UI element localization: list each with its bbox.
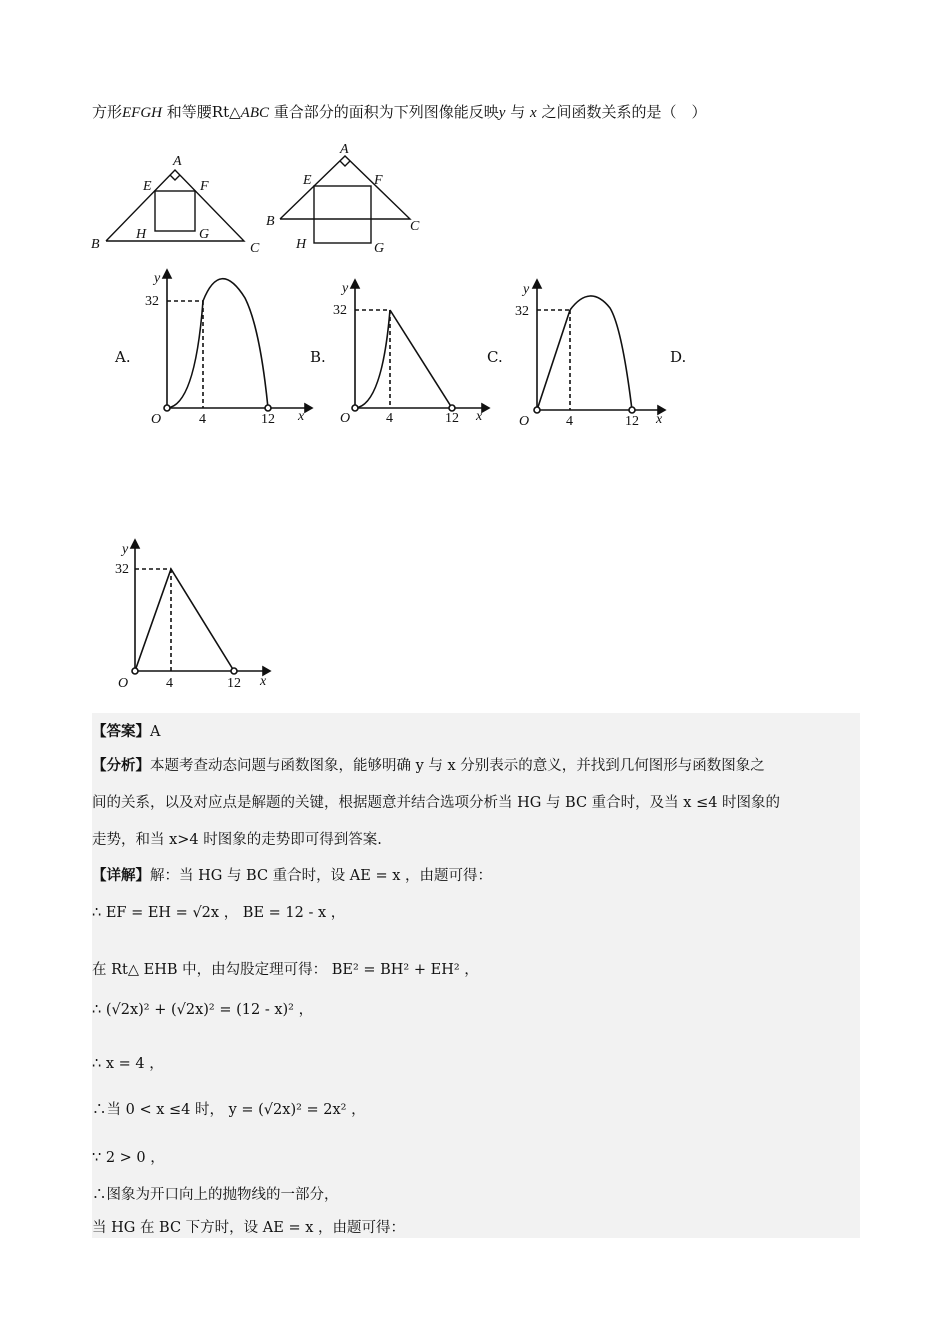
label-h-1: H	[136, 227, 147, 242]
label-b-2: B	[266, 214, 275, 229]
analysis-line-1: 【分析】本题考查动态问题与函数图象，能够明确 y 与 x 分别表示的意义，并找到几何图形与函数图象之	[92, 757, 765, 774]
y-axis-label: y	[122, 542, 129, 557]
curve-c-line	[537, 310, 570, 410]
detail-line-7: ∵ 2 > 0 ，	[92, 1150, 165, 1166]
label-e-1: E	[143, 179, 152, 194]
label-g-1: G	[199, 227, 210, 242]
answer-line: 【答案】A	[92, 723, 161, 740]
analysis-line-3: 走势，和当 x>4 时图象的走势即可得到答案.	[92, 832, 382, 848]
x-tick-4: 4	[166, 676, 173, 691]
x-tick-4: 4	[386, 411, 393, 426]
y-axis-label: y	[342, 281, 349, 296]
x-axis-label: x	[656, 412, 663, 427]
y-tick-32: 32	[115, 562, 129, 577]
geometry-figures	[88, 140, 438, 258]
origin-label: O	[340, 411, 351, 426]
curve-d-lines	[135, 569, 234, 671]
y-tick-32: 32	[145, 294, 159, 309]
curve-b-line	[390, 310, 452, 408]
curve-a	[167, 279, 268, 408]
x-axis-label: x	[476, 409, 483, 424]
question-text: 方形EFGH 和等腰Rt△ABC 重合部分的面积为下列图像能反映y 与 x 之间函数关系的是（ ）	[92, 103, 707, 121]
analysis-line-2: 间的关系，以及对应点是解题的关键，根据题意并结合选项分析当 HG 与 BC 重合时，及当 x ≤4 时图象的	[92, 795, 781, 811]
label-c-2: C	[410, 219, 420, 234]
origin-label: O	[118, 676, 129, 691]
detail-line-4: ∴ (√2x)² + (√2x)² = (12 - x)² ，	[92, 1002, 314, 1018]
y-axis-label: y	[523, 282, 530, 297]
label-h-2: H	[296, 237, 307, 252]
square-efgh-1	[155, 191, 195, 231]
detail-line-9: 当 HG 在 BC 下方时，设 AE = x ，由题可得：	[92, 1220, 406, 1236]
detail-line-2: ∴ EF = EH = √2x ， BE = 12 - x ，	[92, 905, 346, 921]
x-axis-label: x	[260, 674, 267, 689]
label-f-1: F	[200, 179, 209, 194]
label-a-2: A	[340, 142, 349, 157]
option-c-label[interactable]: C.	[487, 348, 503, 366]
right-angle-mark-1	[170, 175, 180, 180]
y-axis-label: y	[154, 271, 161, 286]
x-tick-12: 12	[261, 412, 275, 427]
label-b-1: B	[91, 237, 100, 252]
graph-option-d	[110, 538, 280, 693]
detail-line-3: 在 Rt△ EHB 中，由勾股定理可得： BE² = BH² + EH² ，	[92, 962, 479, 978]
label-e-2: E	[303, 173, 312, 188]
origin-label: O	[519, 414, 530, 429]
label-c-1: C	[250, 241, 260, 256]
x-tick-4: 4	[199, 412, 206, 427]
x-axis-label: x	[298, 409, 305, 424]
label-a-1: A	[173, 154, 182, 169]
x-tick-12: 12	[445, 411, 459, 426]
right-angle-mark-2	[340, 161, 350, 166]
detail-line-5: ∴ x = 4 ，	[92, 1056, 164, 1072]
detail-line-1: 【详解】解：当 HG 与 BC 重合时，设 AE = x ，由题可得：	[92, 867, 493, 884]
y-tick-32: 32	[515, 304, 529, 319]
origin-label: O	[151, 412, 162, 427]
square-efgh-2	[314, 186, 371, 243]
label-g-2: G	[374, 241, 385, 256]
curve-b-parabola	[355, 310, 390, 408]
option-a-label[interactable]: A.	[115, 348, 131, 366]
graph-option-b	[330, 278, 495, 428]
y-tick-32: 32	[333, 303, 347, 318]
graph-option-a	[140, 268, 315, 428]
option-d-label[interactable]: D.	[670, 348, 687, 366]
graph-option-c	[510, 278, 675, 430]
curve-c-parabola	[570, 296, 632, 410]
x-tick-12: 12	[625, 414, 639, 429]
detail-line-6: ∴当 0 < x ≤4 时， y = (√2x)² = 2x² ，	[92, 1102, 366, 1118]
detail-line-8: ∴图象为开口向上的抛物线的一部分，	[92, 1187, 339, 1203]
x-tick-12: 12	[227, 676, 241, 691]
option-b-label[interactable]: B.	[310, 348, 326, 366]
x-tick-4: 4	[566, 414, 573, 429]
label-f-2: F	[374, 173, 383, 188]
